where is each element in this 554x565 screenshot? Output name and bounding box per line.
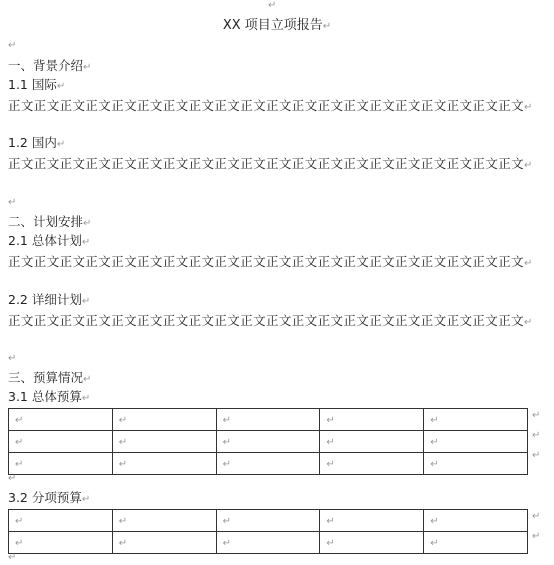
- subsection-heading-3-2: [8, 487, 90, 511]
- body-text: 正文正文正文正文正文正文正文正文正文正文正文正文正文正文正文正文正文正文正文正文: [8, 313, 525, 328]
- table-cell[interactable]: [320, 431, 424, 453]
- empty-paragraph: ↵: [8, 552, 17, 563]
- table-cell[interactable]: [112, 532, 216, 554]
- body-paragraph: [8, 95, 538, 118]
- overall-budget-table: [8, 408, 528, 475]
- empty-paragraph: ↵: [8, 353, 17, 364]
- subsection-heading-3-1: [8, 386, 90, 410]
- table-cell[interactable]: [216, 431, 320, 453]
- table-row: [9, 510, 528, 532]
- row-end-mark: ↵: [532, 450, 541, 461]
- table-cell[interactable]: [320, 409, 424, 431]
- paragraph-mark: ↵: [268, 0, 277, 11]
- empty-paragraph: ↵: [8, 40, 17, 51]
- row-end-mark: ↵: [532, 531, 541, 542]
- paragraph-mark: ↵: [81, 296, 91, 307]
- heading-text: 三、预算情况: [8, 370, 84, 385]
- table-cell[interactable]: [216, 453, 320, 475]
- paragraph-mark: ↵: [524, 160, 533, 171]
- cell-mark: ↵: [15, 538, 24, 549]
- cell-mark: ↵: [15, 415, 24, 426]
- cell-mark: ↵: [118, 415, 128, 426]
- cell-mark: ↵: [118, 516, 128, 527]
- row-end-mark: ↵: [532, 430, 541, 441]
- cell-mark: ↵: [222, 538, 231, 549]
- table-cell[interactable]: [9, 510, 113, 532]
- cell-mark: ↵: [118, 459, 128, 470]
- paragraph-mark: ↵: [81, 393, 91, 404]
- cell-mark: ↵: [430, 459, 439, 470]
- body-text: 正文正文正文正文正文正文正文正文正文正文正文正文正文正文正文正文正文正文正文正文: [8, 98, 525, 113]
- table-cell[interactable]: [112, 453, 216, 475]
- cell-mark: ↵: [222, 516, 231, 527]
- cell-mark: ↵: [222, 437, 231, 448]
- table-cell[interactable]: [320, 453, 424, 475]
- cell-mark: ↵: [430, 437, 439, 448]
- body-paragraph: [8, 153, 538, 176]
- title-text: XX 项目立项报告: [222, 18, 323, 33]
- paragraph-mark: ↵: [81, 494, 91, 505]
- table-cell[interactable]: [9, 532, 113, 554]
- cell-mark: ↵: [430, 516, 439, 527]
- table-row: [9, 409, 528, 431]
- body-text: 正文正文正文正文正文正文正文正文正文正文正文正文正文正文正文正文正文正文正文正文: [8, 156, 525, 171]
- heading-text: 2.1 总体计划: [8, 233, 82, 248]
- table-cell[interactable]: [216, 409, 320, 431]
- itemized-budget-table: [8, 509, 528, 554]
- table-cell[interactable]: [9, 431, 113, 453]
- cell-mark: ↵: [430, 538, 439, 549]
- heading-text: 3.2 分项预算: [8, 490, 82, 505]
- heading-text: 二、计划安排: [8, 214, 84, 229]
- table-cell[interactable]: [424, 453, 528, 475]
- empty-paragraph: ↵: [8, 473, 17, 484]
- table-cell[interactable]: [216, 532, 320, 554]
- table-cell[interactable]: [424, 532, 528, 554]
- cell-mark: ↵: [326, 437, 335, 448]
- table-cell[interactable]: [424, 431, 528, 453]
- paragraph-mark: ↵: [56, 81, 66, 92]
- paragraph-mark: ↵: [81, 237, 91, 248]
- table-cell[interactable]: [320, 510, 424, 532]
- cell-mark: ↵: [326, 516, 335, 527]
- heading-text: 2.2 详细计划: [8, 292, 82, 307]
- body-paragraph: [8, 310, 538, 333]
- table-cell[interactable]: [216, 510, 320, 532]
- table-cell[interactable]: [9, 409, 113, 431]
- cell-mark: ↵: [326, 459, 335, 470]
- paragraph-mark: ↵: [524, 102, 533, 113]
- heading-text: 1.1 国际: [8, 77, 57, 92]
- table-cell[interactable]: [112, 431, 216, 453]
- cell-mark: ↵: [118, 437, 128, 448]
- paragraph-mark: ↵: [83, 374, 92, 385]
- paragraph-mark: ↵: [56, 139, 66, 150]
- body-text: 正文正文正文正文正文正文正文正文正文正文正文正文正文正文正文正文正文正文正文正文: [8, 254, 525, 269]
- table-cell[interactable]: [112, 510, 216, 532]
- cell-mark: ↵: [430, 415, 439, 426]
- table-row: [9, 431, 528, 453]
- table-cell[interactable]: [112, 409, 216, 431]
- row-end-mark: ↵: [532, 410, 541, 421]
- table-cell[interactable]: [9, 453, 113, 475]
- row-end-mark: ↵: [532, 511, 541, 522]
- heading-text: 一、背景介绍: [8, 58, 84, 73]
- paragraph-mark: ↵: [322, 21, 332, 32]
- heading-text: 3.1 总体预算: [8, 389, 82, 404]
- heading-text: 1.2 国内: [8, 135, 57, 150]
- cell-mark: ↵: [222, 459, 231, 470]
- cell-mark: ↵: [326, 415, 335, 426]
- paragraph-mark: ↵: [83, 218, 92, 229]
- paragraph-mark: ↵: [83, 62, 92, 73]
- cell-mark: ↵: [326, 538, 335, 549]
- cell-mark: ↵: [15, 437, 24, 448]
- cell-mark: ↵: [15, 459, 24, 470]
- table-cell[interactable]: [424, 409, 528, 431]
- paragraph-mark: ↵: [524, 317, 533, 328]
- cell-mark: ↵: [118, 538, 128, 549]
- table-row: [9, 453, 528, 475]
- empty-paragraph: ↵: [8, 197, 17, 208]
- cell-mark: ↵: [222, 415, 231, 426]
- cell-mark: ↵: [15, 516, 24, 527]
- table-row: [9, 532, 528, 554]
- paragraph-mark: ↵: [524, 258, 533, 269]
- document-title: [0, 18, 554, 35]
- body-paragraph: [8, 251, 538, 274]
- table-cell[interactable]: [320, 532, 424, 554]
- table-cell[interactable]: [424, 510, 528, 532]
